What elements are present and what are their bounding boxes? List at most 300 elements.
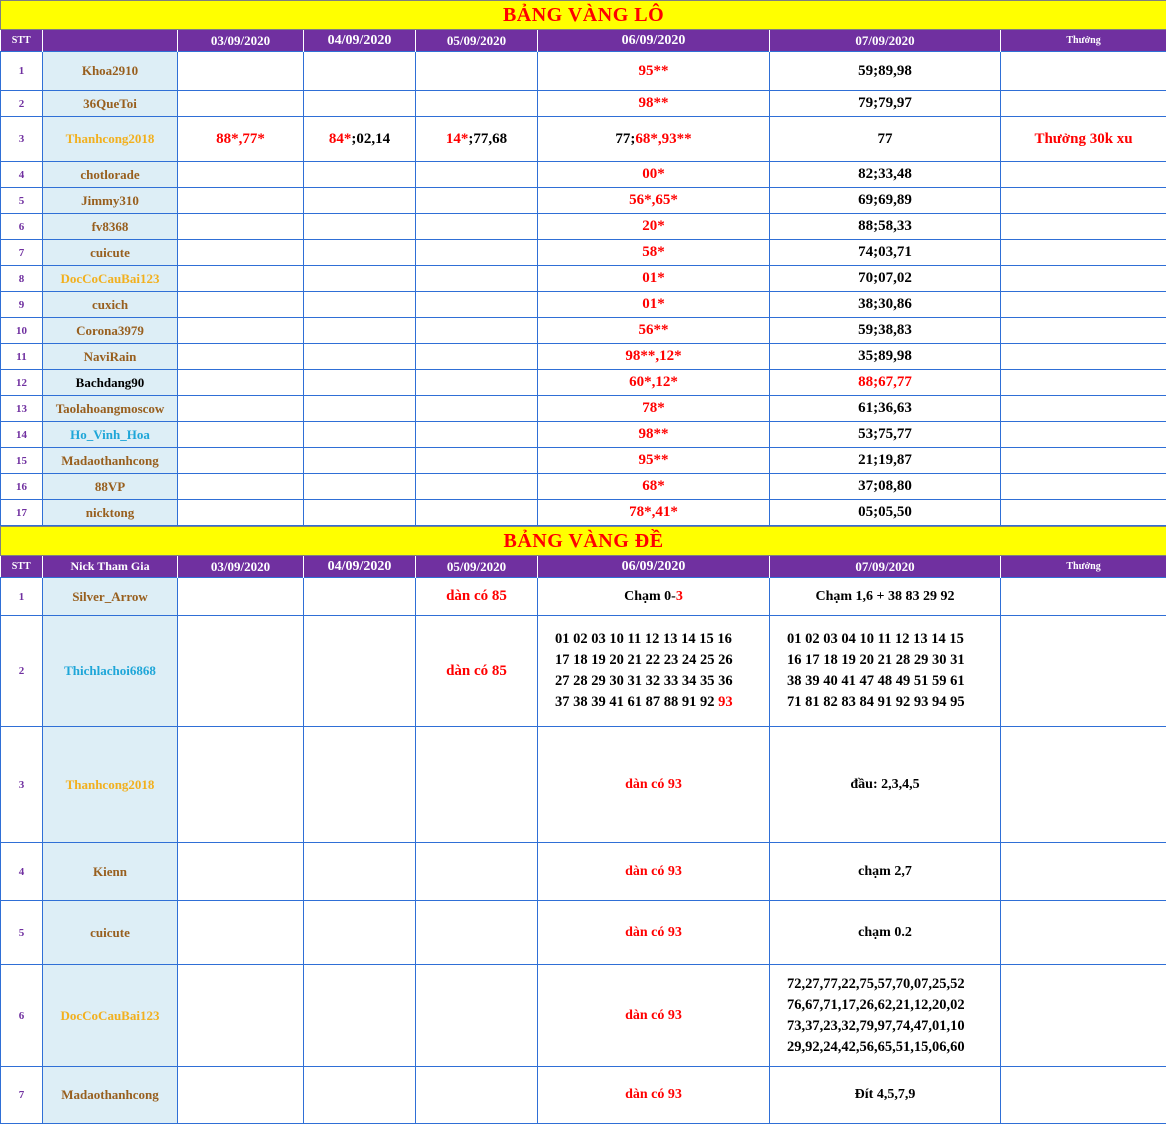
cell-text: chạm 2,7 [858, 863, 912, 879]
lo-thuong [1001, 500, 1166, 526]
de-title-row [1, 527, 1166, 556]
stt-text: 12 [16, 376, 27, 389]
de-row [1, 727, 1166, 843]
lo-d06 [538, 396, 770, 422]
number-line [555, 671, 769, 692]
cell-text: 68*,93** [635, 130, 692, 147]
lo-d03 [178, 188, 304, 214]
cell-text: dàn có 85 [446, 662, 507, 679]
lo-row [1, 396, 1166, 422]
cell-text: dàn có 93 [625, 863, 682, 879]
number-line-text: 38 39 40 41 47 48 49 51 59 61 [787, 673, 965, 689]
lo-d07 [770, 266, 1001, 292]
lo-d05 [416, 52, 538, 91]
cell-text: 20* [642, 218, 665, 234]
stt-text: 17 [16, 506, 27, 519]
lo-header-stt: STT [1, 30, 43, 52]
lo-thuong [1001, 240, 1166, 266]
lo-d05 [416, 448, 538, 474]
lo-header-d03: 03/09/2020 [178, 30, 304, 52]
lo-row [1, 117, 1166, 162]
de-row [1, 616, 1166, 727]
lo-header-d06: 06/09/2020 [538, 30, 770, 52]
lo-title: BẢNG VÀNG LÔ [1, 1, 1166, 30]
lo-d07 [770, 214, 1001, 240]
stt-text: 4 [18, 865, 25, 878]
stt-text: 3 [18, 133, 25, 145]
lo-d04 [304, 214, 416, 240]
lo-d03 [178, 240, 304, 266]
nick-text: cuicute [90, 924, 130, 940]
nick-text: Bachdang90 [75, 374, 145, 390]
number-line [787, 1037, 1000, 1058]
stt-text: 2 [18, 97, 25, 110]
lo-thuong [1001, 162, 1166, 188]
number-line-text: 76,67,71,17,26,62,21,12,20,02 [787, 996, 965, 1013]
lo-row [1, 500, 1166, 526]
de-table [0, 526, 1166, 1124]
lo-thuong [1001, 117, 1166, 162]
de-thuong [1001, 616, 1166, 727]
cell-text: 98** [638, 426, 669, 442]
lo-row [1, 52, 1166, 91]
de-nick [43, 901, 178, 965]
lo-d04 [304, 344, 416, 370]
lo-row [1, 318, 1166, 344]
de-d03 [178, 901, 304, 965]
stt-text: 14 [16, 428, 27, 441]
cell-text: 3 [675, 588, 683, 604]
cell-text: 01* [642, 296, 665, 312]
cell-text: 01* [642, 270, 665, 286]
lo-d05 [416, 396, 538, 422]
lo-thuong [1001, 422, 1166, 448]
de-nick [43, 843, 178, 901]
cell-text: dàn có 85 [446, 588, 507, 604]
lo-d03 [178, 52, 304, 91]
lo-d04 [304, 91, 416, 117]
lo-header-nick [43, 30, 178, 52]
lo-thuong [1001, 370, 1166, 396]
lo-d05 [416, 422, 538, 448]
lo-d04 [304, 52, 416, 91]
lo-d06 [538, 91, 770, 117]
lo-stt [1, 500, 43, 526]
de-d07 [770, 616, 1001, 727]
nick-text: Jimmy310 [81, 192, 139, 208]
lo-d06 [538, 318, 770, 344]
number-line [555, 650, 769, 671]
cell-text: 56*,65* [629, 192, 678, 208]
lo-stt [1, 318, 43, 344]
de-d04 [304, 616, 416, 727]
lo-d03 [178, 214, 304, 240]
stt-text: 11 [16, 350, 27, 363]
cell-text: 05;05,50 [858, 504, 912, 520]
cell-text: 88*,77* [216, 130, 265, 147]
lo-nick [43, 448, 178, 474]
number-line [787, 995, 1000, 1016]
lo-d04 [304, 448, 416, 474]
lo-nick [43, 52, 178, 91]
number-line [787, 650, 1000, 671]
lo-d03 [178, 422, 304, 448]
number-line [787, 974, 1000, 995]
lo-row [1, 292, 1166, 318]
de-d07 [770, 965, 1001, 1067]
de-header-d07: 07/09/2020 [770, 556, 1001, 578]
number-line-text: 72,27,77,22,75,57,70,07,25,52 [787, 975, 965, 992]
lo-row [1, 188, 1166, 214]
de-d04 [304, 901, 416, 965]
de-d04 [304, 965, 416, 1067]
de-row [1, 1067, 1166, 1124]
lo-row [1, 214, 1166, 240]
lo-d05 [416, 188, 538, 214]
lo-stt [1, 91, 43, 117]
lo-d05 [416, 117, 538, 162]
cell-text: Chạm 1,6 + 38 83 29 92 [815, 588, 955, 604]
cell-text: ;02,14 [351, 130, 391, 147]
lo-thuong [1001, 91, 1166, 117]
cell-text: 00* [642, 166, 665, 182]
cell-text: 78*,41* [629, 504, 678, 520]
lo-stt [1, 448, 43, 474]
number-line-text: 27 28 29 30 31 32 33 34 35 36 [555, 673, 733, 689]
cell-text: 70;07,02 [858, 270, 912, 286]
cell-text: 77; [615, 130, 636, 147]
lo-nick [43, 266, 178, 292]
lo-d04 [304, 396, 416, 422]
nick-text: Corona3979 [76, 322, 144, 338]
cell-text: 35;89,98 [858, 348, 912, 364]
cell-text: 95** [638, 62, 669, 79]
de-header-nick: Nick Tham Gia [43, 556, 178, 578]
de-d07 [770, 843, 1001, 901]
lo-row [1, 266, 1166, 292]
de-row [1, 578, 1166, 616]
lo-thuong [1001, 266, 1166, 292]
lo-thuong [1001, 318, 1166, 344]
de-d05 [416, 901, 538, 965]
number-line-text: 17 18 19 20 21 22 23 24 25 26 [555, 652, 733, 668]
lo-nick [43, 396, 178, 422]
nick-text: Kienn [93, 863, 127, 879]
nick-text: Madaothanhcong [61, 1087, 159, 1102]
lo-d07 [770, 448, 1001, 474]
lo-d06 [538, 344, 770, 370]
de-header-d05: 05/09/2020 [416, 556, 538, 578]
de-d05 [416, 1067, 538, 1124]
de-d05 [416, 965, 538, 1067]
lo-stt [1, 162, 43, 188]
lo-d05 [416, 318, 538, 344]
lo-table [0, 0, 1166, 526]
lo-thuong [1001, 52, 1166, 91]
de-nick [43, 578, 178, 616]
cell-text: 74;03,71 [858, 244, 912, 260]
lo-d06 [538, 266, 770, 292]
de-d03 [178, 578, 304, 616]
cell-text: 88;67,77 [858, 374, 912, 390]
stt-text: 2 [18, 665, 25, 677]
cell-text: 21;19,87 [858, 452, 912, 468]
stt-text: 3 [18, 778, 25, 791]
stt-text: 10 [16, 324, 27, 337]
stt-text: 16 [16, 480, 27, 493]
number-line [787, 671, 1000, 692]
de-thuong [1001, 901, 1166, 965]
nick-text: fv8368 [91, 218, 129, 234]
lo-row [1, 370, 1166, 396]
nick-text: 88VP [94, 478, 126, 494]
lo-d05 [416, 500, 538, 526]
de-thuong [1001, 727, 1166, 843]
cell-text: dàn có 93 [625, 1087, 682, 1102]
number-line-text: 29,92,24,42,56,65,51,15,06,60 [787, 1038, 965, 1055]
cell-text: 77 [877, 130, 893, 147]
stt-text: 6 [18, 220, 25, 233]
stt-text: 13 [16, 402, 27, 415]
lo-stt [1, 292, 43, 318]
lo-thuong [1001, 344, 1166, 370]
lo-d04 [304, 240, 416, 266]
de-d05 [416, 727, 538, 843]
number-line-text: 71 81 82 83 84 91 92 93 94 95 [787, 694, 965, 710]
lo-stt [1, 240, 43, 266]
lo-thuong [1001, 474, 1166, 500]
lo-d07 [770, 500, 1001, 526]
de-thuong [1001, 1067, 1166, 1124]
lo-d06 [538, 448, 770, 474]
lo-d04 [304, 117, 416, 162]
de-d06 [538, 578, 770, 616]
lo-d06 [538, 474, 770, 500]
stt-text: 5 [18, 926, 25, 939]
lo-row [1, 344, 1166, 370]
number-line-text: 73,37,23,32,79,97,74,47,01,10 [787, 1017, 965, 1034]
lo-stt [1, 422, 43, 448]
nick-text: Taolahoangmoscow [55, 400, 165, 416]
nick-text: Thichlachoi6868 [64, 663, 156, 678]
de-header-d03: 03/09/2020 [178, 556, 304, 578]
lo-title-row [1, 1, 1166, 30]
nick-text: Thanhcong2018 [65, 776, 155, 792]
number-line [787, 1016, 1000, 1037]
de-d06 [538, 616, 770, 727]
lo-stt [1, 214, 43, 240]
cell-text: dàn có 93 [625, 1007, 682, 1023]
lo-d07 [770, 474, 1001, 500]
lo-d07 [770, 370, 1001, 396]
lo-d06 [538, 117, 770, 162]
de-d05 [416, 843, 538, 901]
nick-text: NaviRain [83, 348, 137, 364]
lo-d07 [770, 292, 1001, 318]
lo-row [1, 448, 1166, 474]
cell-text: 95** [638, 452, 669, 468]
lo-d05 [416, 91, 538, 117]
number-line [555, 692, 769, 713]
de-stt [1, 578, 43, 616]
cell-text: dàn có 93 [625, 924, 682, 940]
lo-d05 [416, 214, 538, 240]
stt-text: 7 [18, 246, 25, 259]
cell-text: 38;30,86 [858, 296, 912, 312]
de-d03 [178, 727, 304, 843]
de-d04 [304, 578, 416, 616]
lo-row [1, 422, 1166, 448]
nick-text: DocCoCauBai123 [60, 1007, 160, 1023]
lo-stt [1, 188, 43, 214]
lo-d07 [770, 52, 1001, 91]
cell-text: 68* [642, 478, 665, 494]
nick-text: 36QueToi [83, 95, 137, 111]
lo-nick [43, 500, 178, 526]
lo-row [1, 91, 1166, 117]
de-d06 [538, 843, 770, 901]
number-line-text: 37 38 39 41 61 87 88 91 92 [555, 694, 719, 710]
lo-d03 [178, 448, 304, 474]
cell-text: Chạm 0- [624, 588, 676, 604]
lo-thuong [1001, 188, 1166, 214]
de-row [1, 965, 1166, 1067]
lo-d06 [538, 188, 770, 214]
lo-stt [1, 396, 43, 422]
lo-nick [43, 474, 178, 500]
nick-text: Ho_Vinh_Hoa [70, 426, 150, 442]
lo-d03 [178, 344, 304, 370]
highlight-number: 93 [718, 694, 733, 710]
number-line-text: 16 17 18 19 20 21 28 29 30 31 [787, 652, 965, 668]
cell-text: 59;89,98 [858, 62, 912, 79]
de-d03 [178, 616, 304, 727]
stt-text: 15 [16, 454, 27, 467]
lo-header-d04: 04/09/2020 [304, 30, 416, 52]
number-line [787, 692, 1000, 713]
lo-nick [43, 91, 178, 117]
cell-text: 84* [328, 130, 352, 147]
de-d05 [416, 616, 538, 727]
lo-d04 [304, 292, 416, 318]
de-stt [1, 843, 43, 901]
lo-row [1, 474, 1166, 500]
de-d07 [770, 578, 1001, 616]
de-d06 [538, 727, 770, 843]
nick-text: Madaothanhcong [61, 452, 159, 468]
lo-d07 [770, 91, 1001, 117]
cell-text: 59;38,83 [858, 322, 912, 338]
de-d04 [304, 843, 416, 901]
lo-d03 [178, 162, 304, 188]
de-thuong [1001, 965, 1166, 1067]
lo-d03 [178, 370, 304, 396]
number-line-text: 01 02 03 04 10 11 12 13 14 15 [787, 631, 964, 647]
lo-stt [1, 344, 43, 370]
lo-d06 [538, 422, 770, 448]
cell-text: 79;79,97 [858, 95, 912, 111]
de-nick [43, 1067, 178, 1124]
cell-text: 88;58,33 [858, 218, 912, 234]
cell-text: 53;75,77 [858, 426, 912, 442]
lo-d07 [770, 162, 1001, 188]
lo-d07 [770, 318, 1001, 344]
lo-d06 [538, 240, 770, 266]
de-row [1, 901, 1166, 965]
lo-nick [43, 240, 178, 266]
lo-nick [43, 188, 178, 214]
cell-text: 56** [638, 322, 669, 338]
cell-text: 37;08,80 [858, 478, 912, 494]
lo-d04 [304, 318, 416, 344]
cell-text: 58* [642, 244, 665, 260]
lo-d04 [304, 474, 416, 500]
lo-d06 [538, 52, 770, 91]
lo-nick [43, 117, 178, 162]
lo-header-row [1, 30, 1166, 52]
lo-body [1, 52, 1166, 526]
stt-text: 1 [18, 65, 25, 77]
cell-text: đầu: 2,3,4,5 [850, 776, 920, 792]
lo-d04 [304, 266, 416, 292]
lo-d06 [538, 370, 770, 396]
de-thuong [1001, 578, 1166, 616]
de-nick [43, 727, 178, 843]
lo-stt [1, 266, 43, 292]
lo-nick [43, 370, 178, 396]
lo-row [1, 240, 1166, 266]
de-d03 [178, 1067, 304, 1124]
lo-d07 [770, 396, 1001, 422]
cell-text: 14* [445, 130, 469, 147]
lo-d06 [538, 500, 770, 526]
lo-thuong [1001, 292, 1166, 318]
lo-d05 [416, 344, 538, 370]
lo-d05 [416, 370, 538, 396]
stt-text: 7 [18, 1089, 25, 1101]
de-d03 [178, 843, 304, 901]
cell-text: chạm 0.2 [858, 924, 912, 940]
stt-text: 1 [18, 590, 25, 603]
de-d03 [178, 965, 304, 1067]
stt-text: 9 [18, 298, 25, 311]
de-d04 [304, 1067, 416, 1124]
lo-d07 [770, 422, 1001, 448]
lo-stt [1, 370, 43, 396]
de-stt [1, 1067, 43, 1124]
lo-d06 [538, 292, 770, 318]
lo-d05 [416, 240, 538, 266]
de-nick [43, 965, 178, 1067]
de-d06 [538, 965, 770, 1067]
number-line-text: 01 02 03 10 11 12 13 14 15 16 [555, 631, 732, 647]
de-d07 [770, 1067, 1001, 1124]
nick-text: nicktong [85, 504, 135, 520]
nick-text: cuxich [91, 296, 129, 312]
de-d06 [538, 1067, 770, 1124]
cell-text: ;77,68 [468, 130, 508, 147]
lo-d03 [178, 117, 304, 162]
lo-thuong [1001, 448, 1166, 474]
lo-stt [1, 474, 43, 500]
lo-d04 [304, 500, 416, 526]
cell-text: dàn có 93 [625, 776, 682, 792]
lo-d05 [416, 266, 538, 292]
lo-d06 [538, 214, 770, 240]
de-header-stt: STT [1, 556, 43, 578]
de-stt [1, 727, 43, 843]
lo-nick [43, 344, 178, 370]
